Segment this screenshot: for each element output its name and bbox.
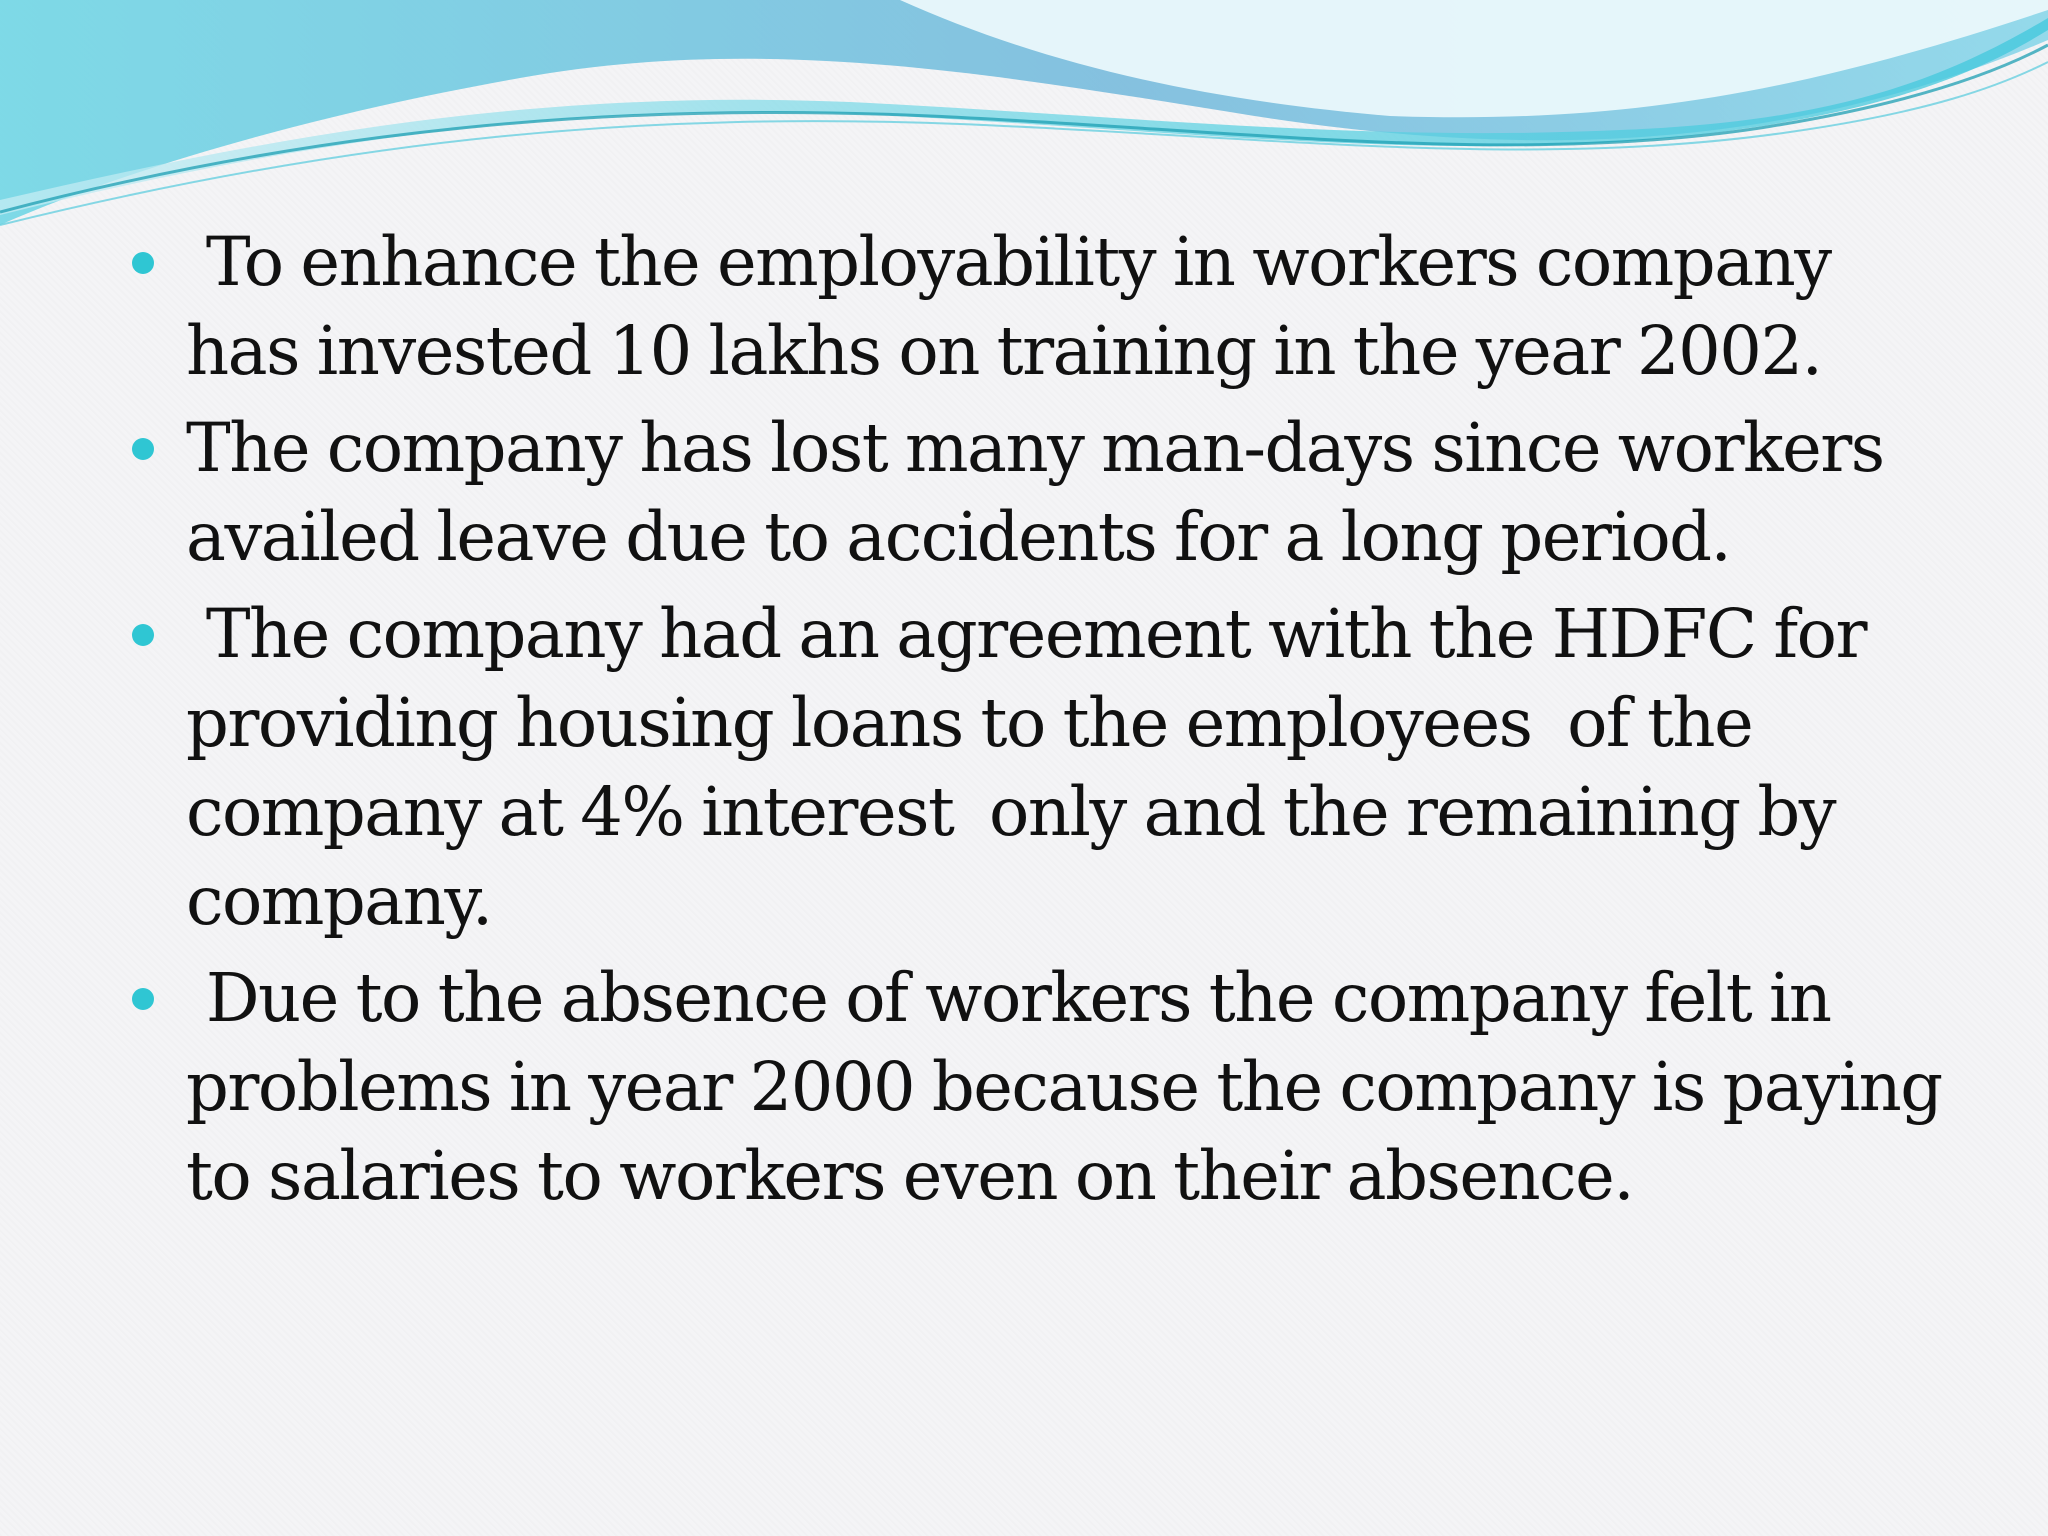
bullet-item (128, 590, 1948, 946)
bullet-text: To enhance the employability in workers company has invested 10 lakhs on training in the year 2002. (186, 223, 1849, 390)
bullet-list (128, 218, 1960, 1229)
wave-header-decoration (0, 0, 2048, 240)
bullet-dot-icon (132, 624, 154, 646)
bullet-item (128, 404, 1948, 582)
bullet-text: Due to the absence of workers the company felt in problems in year 2000 because the company is paying to salaries to workers even on their absence. (186, 959, 1960, 1215)
bullet-item (128, 218, 1948, 396)
bullet-dot-icon (132, 252, 154, 274)
bullet-text: The company has lost many man-days since workers availed leave due to accidents for a long period. (186, 409, 1902, 576)
bullet-dot-icon (132, 988, 154, 1010)
bullet-text: The company had an agreement with the HDFC for providing housing loans to the employees of the company at 4% interest only and the remaining by company. (186, 595, 1884, 940)
bullet-item (128, 954, 1960, 1221)
bullet-dot-icon (132, 438, 154, 460)
